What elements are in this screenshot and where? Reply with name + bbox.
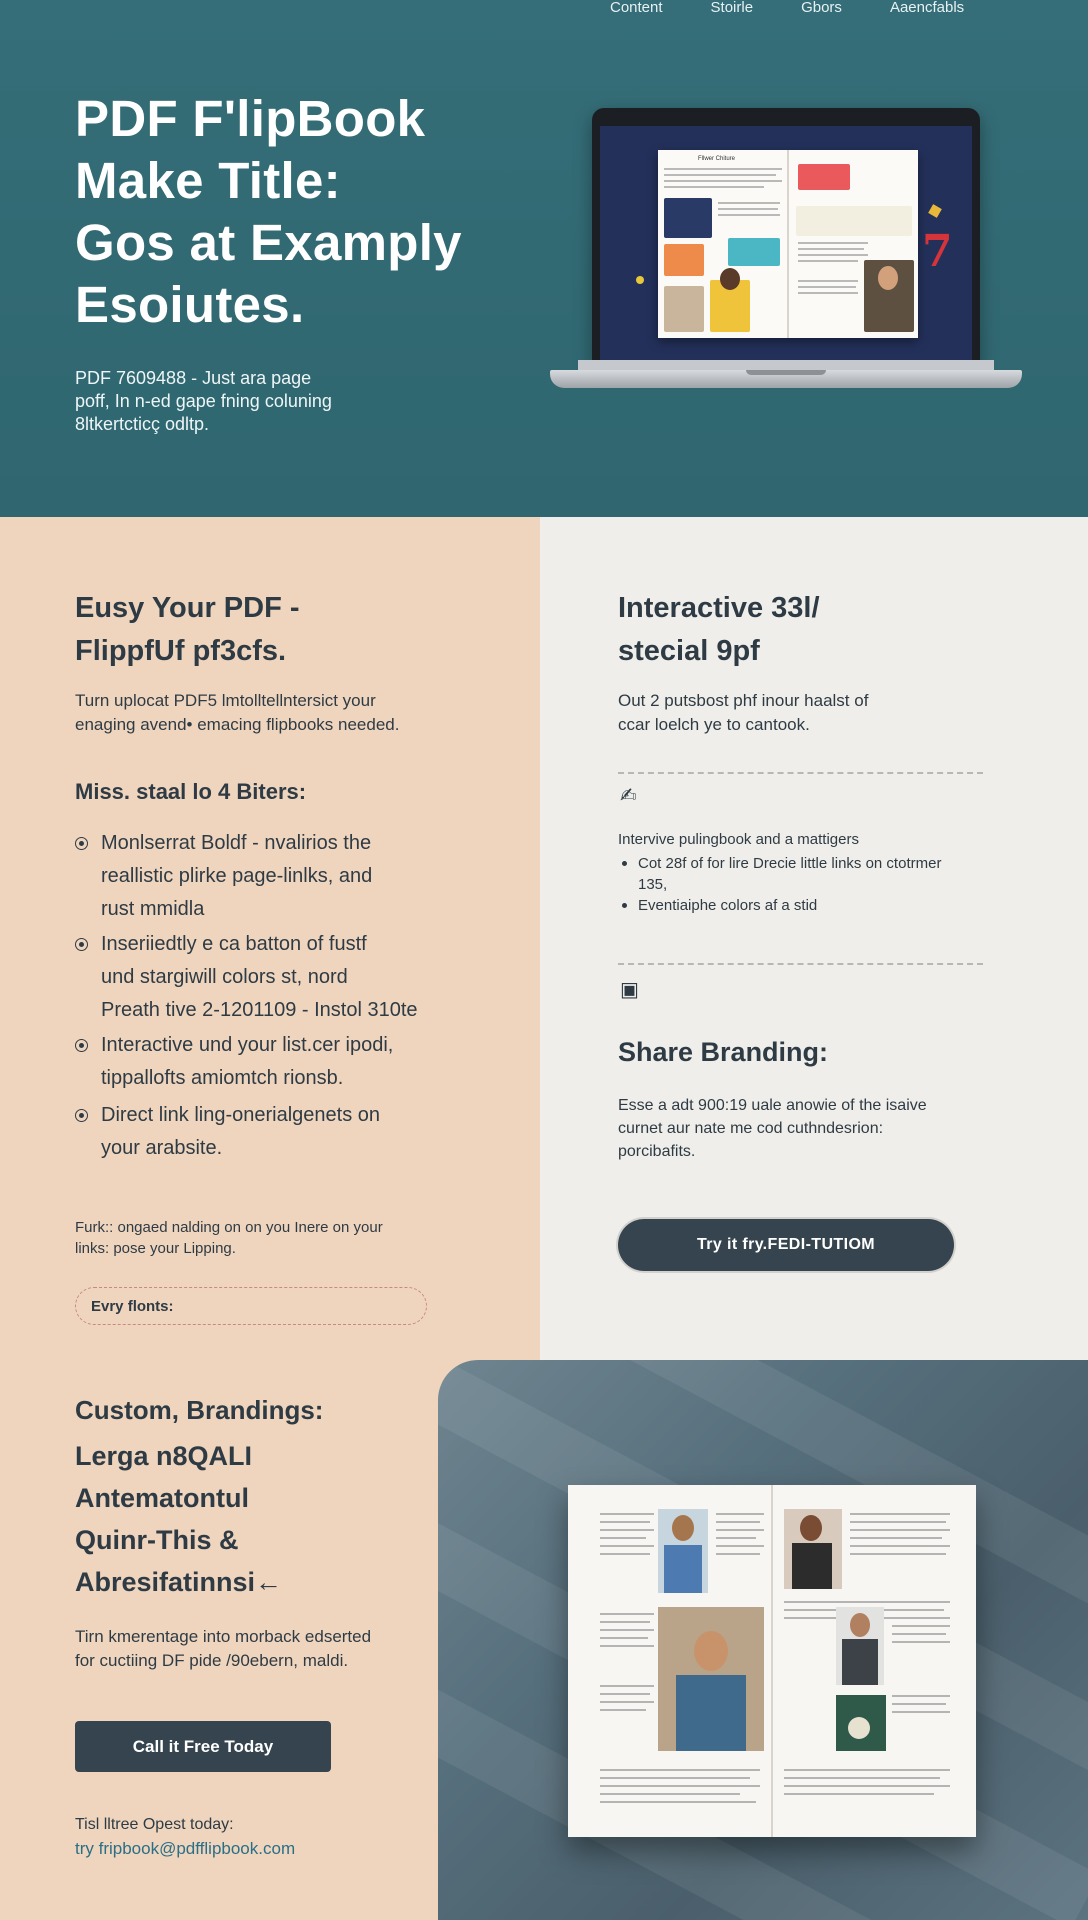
text-line xyxy=(784,1777,940,1779)
text-line xyxy=(718,202,780,204)
list-line: Cot 28f of for lire Drecie little links on ctotrmer xyxy=(638,855,942,872)
radio-bullet-icon xyxy=(75,1039,88,1052)
text-line xyxy=(718,214,780,216)
list-item xyxy=(618,895,941,916)
section-body xyxy=(618,689,868,737)
body-line: Turn uplocat PDF5 lmtolltellntersict your xyxy=(75,691,376,710)
hero-subtitle-line: poff, In n-ed gape fning coluning xyxy=(75,391,332,411)
woman-folder-head xyxy=(800,1515,822,1541)
text-line xyxy=(798,286,856,288)
feature-line: Direct link ling-onerialgenets on xyxy=(101,1104,381,1126)
section-title xyxy=(618,587,820,673)
hero-title-line: Gos at Examply xyxy=(75,214,462,271)
text-line xyxy=(798,280,858,282)
body-line: Out 2 putsbost phf inour haalst of xyxy=(618,691,869,710)
body-line: ccar loelch ye to cantook. xyxy=(618,715,810,734)
woman-head xyxy=(672,1515,694,1541)
text-line xyxy=(892,1703,946,1705)
laptop-screen xyxy=(600,126,972,360)
section-body xyxy=(75,689,399,737)
small-photo xyxy=(664,286,704,332)
decor-shapes xyxy=(636,276,644,284)
divider xyxy=(618,963,983,965)
share-branding-title: Share Branding: xyxy=(618,1037,829,1067)
body-line: porcibafits. xyxy=(618,1143,696,1160)
man-suit-body xyxy=(842,1639,878,1685)
hero-title-line: Esoiutes. xyxy=(75,276,305,333)
section-title-line: stecial 9pf xyxy=(618,635,760,667)
footer-email-link[interactable]: try fripbook@pdfflipbook.com xyxy=(75,1839,296,1858)
text-line xyxy=(664,174,776,176)
text-line xyxy=(798,254,868,256)
text-line xyxy=(716,1521,760,1523)
laptop-base xyxy=(550,370,1022,388)
person-head xyxy=(720,268,740,290)
feature-line: Inseriiedtly e ca batton of fustf xyxy=(101,933,367,955)
text-line xyxy=(892,1695,950,1697)
text-line xyxy=(600,1521,650,1523)
man-head xyxy=(878,266,898,290)
feature-line: Interactive und your list.cer ipodi, xyxy=(101,1034,394,1056)
feature-item xyxy=(75,1099,515,1165)
text-line xyxy=(784,1769,950,1771)
body-line: for cuctiing DF pide /90ebern, maldi. xyxy=(75,1651,349,1670)
feature-line: Monlserrat Boldf - nvalirios the xyxy=(101,832,372,854)
text-line xyxy=(600,1553,650,1555)
nav-item-aaencfabls[interactable]: Aaencfabls xyxy=(889,0,965,16)
feature-line: reallistic plirke page-linlks, and xyxy=(101,865,373,887)
laptop-lid xyxy=(592,108,980,368)
text-line xyxy=(850,1521,946,1523)
section-title-line: Interactive 33l/ xyxy=(618,592,820,624)
text-line xyxy=(850,1553,946,1555)
text-line xyxy=(664,180,782,182)
text-line xyxy=(784,1793,934,1795)
text-line xyxy=(850,1537,942,1539)
nav-item-gbors[interactable]: Gbors xyxy=(801,0,842,16)
subtitle-line: Lerga n8QALI xyxy=(75,1441,253,1471)
flipbook-label: Fllwer Chiture xyxy=(698,156,736,162)
try-it-button[interactable]: Try it frу.FEDI-ТUTIOM xyxy=(618,1219,954,1271)
cream-panel xyxy=(796,206,912,236)
text-line xyxy=(600,1513,654,1515)
hero-subtitle xyxy=(75,367,435,436)
hero-section xyxy=(0,0,1088,517)
perks-line: Furk:: ongaed nalding on on you Inere on your xyxy=(75,1219,383,1236)
man-glasses-shirt xyxy=(676,1675,746,1751)
fonts-pill[interactable]: Evry flonts: xyxy=(75,1287,427,1325)
woman-folder-body xyxy=(792,1543,832,1589)
magazine-showcase xyxy=(438,1360,1088,1920)
layers-icon: ▣ xyxy=(620,979,639,1001)
text-line xyxy=(600,1621,650,1623)
text-line xyxy=(850,1513,950,1515)
feature-item xyxy=(75,827,515,926)
text-line xyxy=(600,1801,756,1803)
list-line: 135, xyxy=(638,876,668,893)
man-glasses-head xyxy=(694,1631,728,1671)
section-title-line: Eusy Your PDF - xyxy=(75,592,300,624)
text-line xyxy=(892,1711,950,1713)
custom-branding-body xyxy=(75,1625,371,1673)
top-nav xyxy=(610,0,988,16)
text-line xyxy=(600,1529,654,1531)
hero-title-line: PDF F'lipBook xyxy=(75,90,426,147)
radio-bullet-icon xyxy=(75,837,88,850)
navy-card xyxy=(664,198,712,238)
orange-card xyxy=(664,244,704,276)
list-item xyxy=(618,853,941,895)
footer-text: Tisl lltree Opest today: xyxy=(75,1816,234,1833)
text-line xyxy=(600,1709,646,1711)
feature-line: your arabsite. xyxy=(101,1137,223,1159)
text-line xyxy=(716,1537,756,1539)
text-line xyxy=(716,1545,764,1547)
text-line xyxy=(664,168,782,170)
features-title: Miss. staal lo 4 Biters: xyxy=(75,779,307,804)
feature-line: und stargiwill colors st, nord xyxy=(101,966,348,988)
subtitle-line: Abresifatinnsi← xyxy=(75,1567,283,1597)
text-line xyxy=(600,1693,650,1695)
hero-subtitle-line: 8ltkertcticç odltp. xyxy=(75,414,210,434)
text-line xyxy=(664,186,764,188)
text-line xyxy=(784,1601,950,1603)
flipbook-preview xyxy=(658,150,918,338)
nav-item-stoirle[interactable]: Stoirle xyxy=(710,0,754,16)
open-magazine xyxy=(568,1485,976,1837)
text-line xyxy=(600,1785,760,1787)
text-line xyxy=(716,1553,760,1555)
text-line xyxy=(892,1641,950,1643)
text-line xyxy=(850,1529,950,1531)
feature-line: tippallofts amiomtch rionsb. xyxy=(101,1067,344,1089)
decor-seven: 7 xyxy=(922,226,953,277)
subtitle-line: Quinr-This & xyxy=(75,1525,239,1555)
text-line xyxy=(718,208,778,210)
text-line xyxy=(798,260,858,262)
custom-branding-subtitle xyxy=(75,1435,282,1603)
text-line xyxy=(600,1637,648,1639)
subtitle-line: Antematontul xyxy=(75,1483,249,1513)
nav-item-content[interactable]: Content xyxy=(610,0,663,16)
feature-item xyxy=(75,1029,515,1095)
woman-body xyxy=(664,1545,702,1593)
perks-line: links: pose your Lipping. xyxy=(75,1240,236,1257)
text-line xyxy=(798,248,864,250)
text-line xyxy=(600,1701,654,1703)
right-column xyxy=(540,517,1088,1360)
hero-title-line: Make Title: xyxy=(75,152,341,209)
perks-text xyxy=(75,1217,383,1259)
hero-title xyxy=(75,88,515,336)
teal-card xyxy=(728,238,780,266)
text-line xyxy=(600,1645,654,1647)
laptop-notch xyxy=(746,370,826,375)
text-line xyxy=(892,1625,950,1627)
text-line xyxy=(600,1629,654,1631)
divider xyxy=(618,772,983,774)
section-title-line: FlippfUf pf3cfs. xyxy=(75,635,287,667)
text-line xyxy=(600,1685,654,1687)
text-line xyxy=(892,1633,946,1635)
body-line: curnet aur nate me cod cuthndesrion: xyxy=(618,1120,884,1137)
red-callout xyxy=(798,164,850,190)
feature-bullets xyxy=(618,853,941,916)
text-line xyxy=(600,1793,740,1795)
man-suit-head xyxy=(850,1613,870,1637)
list-line: Eventiaiphe colors af a stid xyxy=(638,897,818,914)
hero-subtitle-line: PDF 7609488 - Just ara page xyxy=(75,368,312,388)
book-spine xyxy=(771,1485,773,1837)
body-line: Tirn kmerentage into morback edserted xyxy=(75,1627,372,1646)
text-line xyxy=(798,292,858,294)
feature-subheading: Intervive pulingbook and a mattigers xyxy=(618,831,859,848)
text-line xyxy=(798,242,868,244)
text-line xyxy=(850,1545,950,1547)
share-branding-body xyxy=(618,1094,927,1163)
book-spine xyxy=(787,150,789,338)
text-line xyxy=(716,1513,764,1515)
text-line xyxy=(600,1769,760,1771)
hand-pointer-icon: ✍ xyxy=(620,785,637,807)
custom-branding-title: Custom, Brandings: xyxy=(75,1395,324,1425)
text-line xyxy=(600,1545,654,1547)
section-title xyxy=(75,587,300,673)
feature-line: Preath tive 2-1201109 - Instol 310te xyxy=(101,999,418,1021)
feature-line: rust mmidla xyxy=(101,898,205,920)
body-line: enaging avend• emacing flipbooks needed. xyxy=(75,715,400,734)
body-line: Esse a adt 900:19 uale anowie of the isaive xyxy=(618,1097,927,1114)
feature-item xyxy=(75,928,515,1027)
decor-shapes xyxy=(928,204,942,218)
features-list xyxy=(75,827,515,1167)
laptop-illustration xyxy=(550,108,1022,418)
text-line xyxy=(784,1785,950,1787)
text-line xyxy=(600,1613,654,1615)
call-free-button[interactable]: Call it Free Today xyxy=(75,1721,331,1772)
text-line xyxy=(600,1777,750,1779)
radio-bullet-icon xyxy=(75,938,88,951)
radio-bullet-icon xyxy=(75,1109,88,1122)
green-card-circle xyxy=(848,1717,870,1739)
text-line xyxy=(716,1529,764,1531)
text-line xyxy=(600,1537,646,1539)
